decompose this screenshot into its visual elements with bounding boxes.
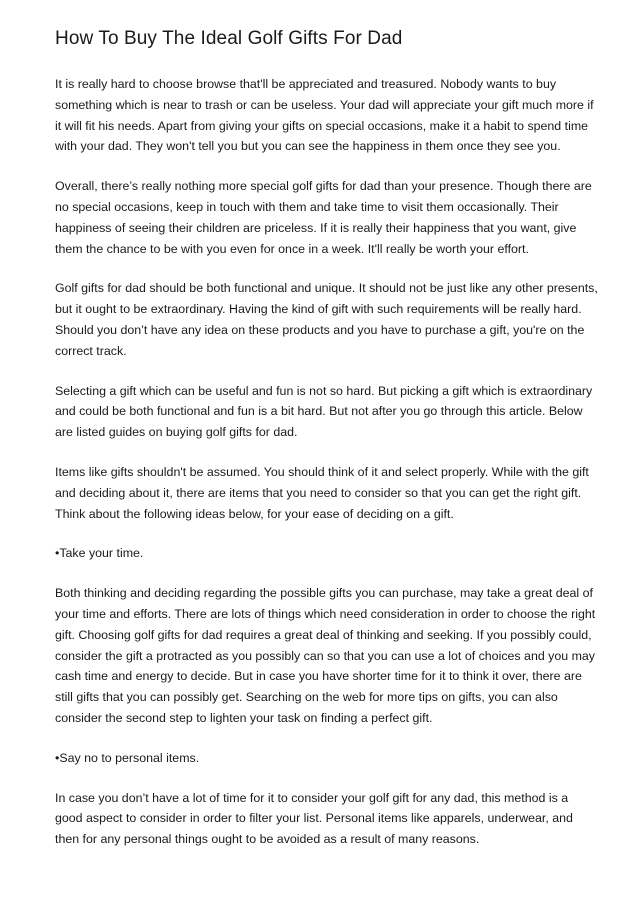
paragraph-intro: It is really hard to choose browse that'll be appreciated and treasured. Nobody wants to buy something which is near to trash or can be useless. Your dad will appreciate your gift much more if it will fit his needs. Apart from giving your gifts on special occasions, make it a habit to spend time with your dad. They won't tell you but you can see the happiness in them once they see you. <box>55 77 594 154</box>
bullet-say-no-personal-items: •Say no to personal items. <box>55 750 200 765</box>
paragraph-functional-unique: Golf gifts for dad should be both functional and unique. It should not be just like any other presents, but it ought to be extraordinary. Having the kind of gift with such requirements will be really hard. Should you don’t have any idea on these products and you have to purchase a gift, you're on the correct track. <box>55 281 598 358</box>
paragraph-items-like-gifts: Items like gifts shouldn't be assumed. You should think of it and select properly. While with the gift and deciding about it, there are items that you need to consider so that you can get the right gift. Think about the following ideas below, for your ease of deciding on a gift. <box>55 464 589 521</box>
document-title: How To Buy The Ideal Golf Gifts For Dad <box>55 28 403 49</box>
paragraph-personal-items: In case you don’t have a lot of time for it to consider your golf gift for any dad, this method is a good aspect to consider in order to filter your list. Personal items like apparels, underwear, and then for any personal things ought to be avoided as a result of many reasons. <box>55 790 573 847</box>
paragraph-presence: Overall, there’s really nothing more special golf gifts for dad than your presence. Though there are no special occasions, keep in touch with them and take time to visit them occasionally. Their happiness of seeing their children are priceless. If it is really their happiness that you want, give them the chance to be with you even for once in a week. It'll really be worth your effort. <box>55 179 592 256</box>
paragraph-selecting-gift: Selecting a gift which can be useful and fun is not so hard. But picking a gift which is extraordinary and could be both functional and fun is a bit hard. But not after you go through this article. Below are listed guides on buying golf gifts for dad. <box>55 383 593 440</box>
paragraph-thinking-deciding: Both thinking and deciding regarding the possible gifts you can purchase, may take a great deal of your time and efforts. There are lots of things which need consideration in order to choose the right gift. Choosing golf gifts for dad requires a great deal of thinking and seeking. If you possibly could, consider the gift a protracted as you possibly can so that you can use a lot of choices and you may cash time and energy to decide. But in case you have shorter time for it to think it over, there are still gifts that you can possibly get. Searching on the web for more tips on gifts, you can also consider the second step to lighten your task on finding a perfect gift. <box>55 586 596 725</box>
bullet-take-your-time: •Take your time. <box>55 546 144 561</box>
